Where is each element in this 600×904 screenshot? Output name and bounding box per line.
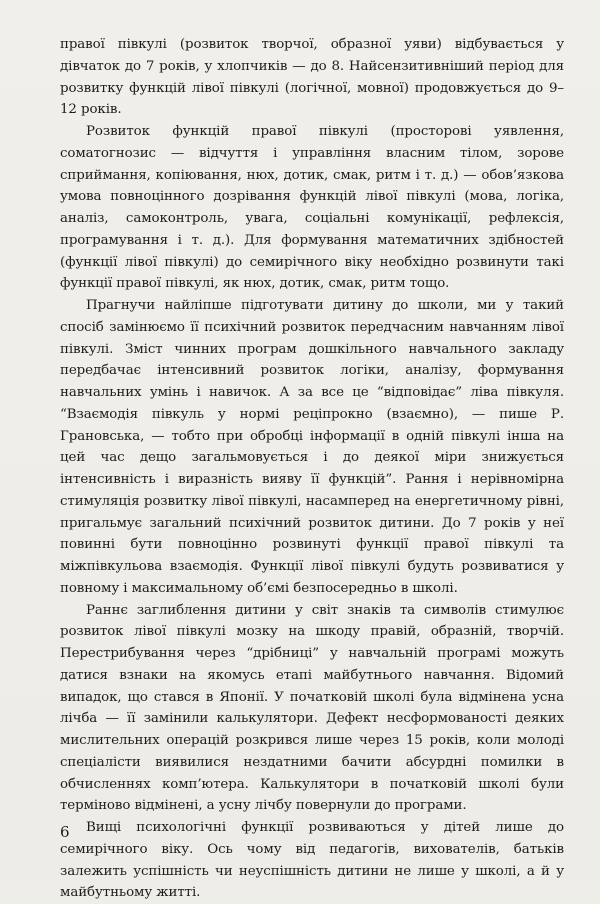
paragraph-4: Раннє заглиблення дитини у світ знаків та символів стимулює розвиток лівої півкулі мозку на шкоду правій, образній, творчій. Перестрибування через “дрібниці” у навчальній програмі можуть датися взнаки на якомусь етапі майбутнього навчання. Відомий випадок, що стався в Японії. У початковій школі була відмінена усна лічба — її замінили калькулятори. Дефект несформованості деяких мислительних операцій розкрився лише через 15 років, коли молоді спеціалісти виявилися нездатними бачити абсурдні помилки в обчисленнях комп’ютера. Калькулятори в початковій школі були терміново відмінені, а усну лічбу повернули до програми.	[60, 602, 564, 814]
page-number: 6	[60, 823, 70, 841]
paragraph-2: Розвиток функцій правої півкулі (просторові уявлення, соматогнозис — відчуття і управління власним тілом, зорове сприймання, копіювання, нюх, дотик, смак, ритм і т. д.) — обов’язкова умова повноцінного дозрівання функцій лівої півкулі (мова, логіка, аналіз, самоконтроль, увага, соціальні комунікації, рефлексія, програмування і т. д.). Для формування математичних здібностей (функції лівої півкулі) до семирічного віку необхідно розвинути такі функції правої півкулі, як нюх, дотик, смак, ритм тощо.	[60, 124, 564, 292]
paragraph-1: правої півкулі (розвиток творчої, образної уяви) відбувається у дівчаток до 7 років, у хлопчиків — до 8. Найсензитивніший період для розвитку функцій лівої півкулі (логічної, мовної) продовжується до 9–12 років.	[60, 37, 564, 118]
paragraph-5: Вищі психологічні функції розвиваються у дітей лише до семирічного віку. Ось чому від педагогів, вихователів, батьків залежить успішність чи неуспішність дитини не лише у школі, а й у майбутньому житті.	[60, 820, 564, 901]
body-text	[60, 34, 564, 904]
paragraph-3: Прагнучи найліпше підготувати дитину до школи, ми у такий спосіб замінюємо її психічний розвиток передчасним навчанням лівої півкулі. Зміст чинних програм дошкільного навчального закладу передбачає інтенсивний розвиток логіки, аналізу, формування навчальних умінь і навичок. А за все це “відповідає” ліва півкуля. “Взаємодія півкуль у нормі реціпрокно (взаємно), — пише Р. Грановська, — тобто при обробці інформації в одній півкулі інша на цей час дещо загальмовується і до деякої міри знижується інтенсивність і виразність вияву її функцій”. Рання і нерівномірна стимуляція розвитку лівої півкулі, насамперед на енергетичному рівні, пригальмує загальний психічний розвиток дитини. До 7 років у неї повинні бути повноцінно розвинуті функції правої півкулі та міжпівкульова взаємодія. Функції лівої півкулі будуть розвиватися у повному і максимальному об’ємі безпосередньо в школі.	[60, 298, 564, 596]
